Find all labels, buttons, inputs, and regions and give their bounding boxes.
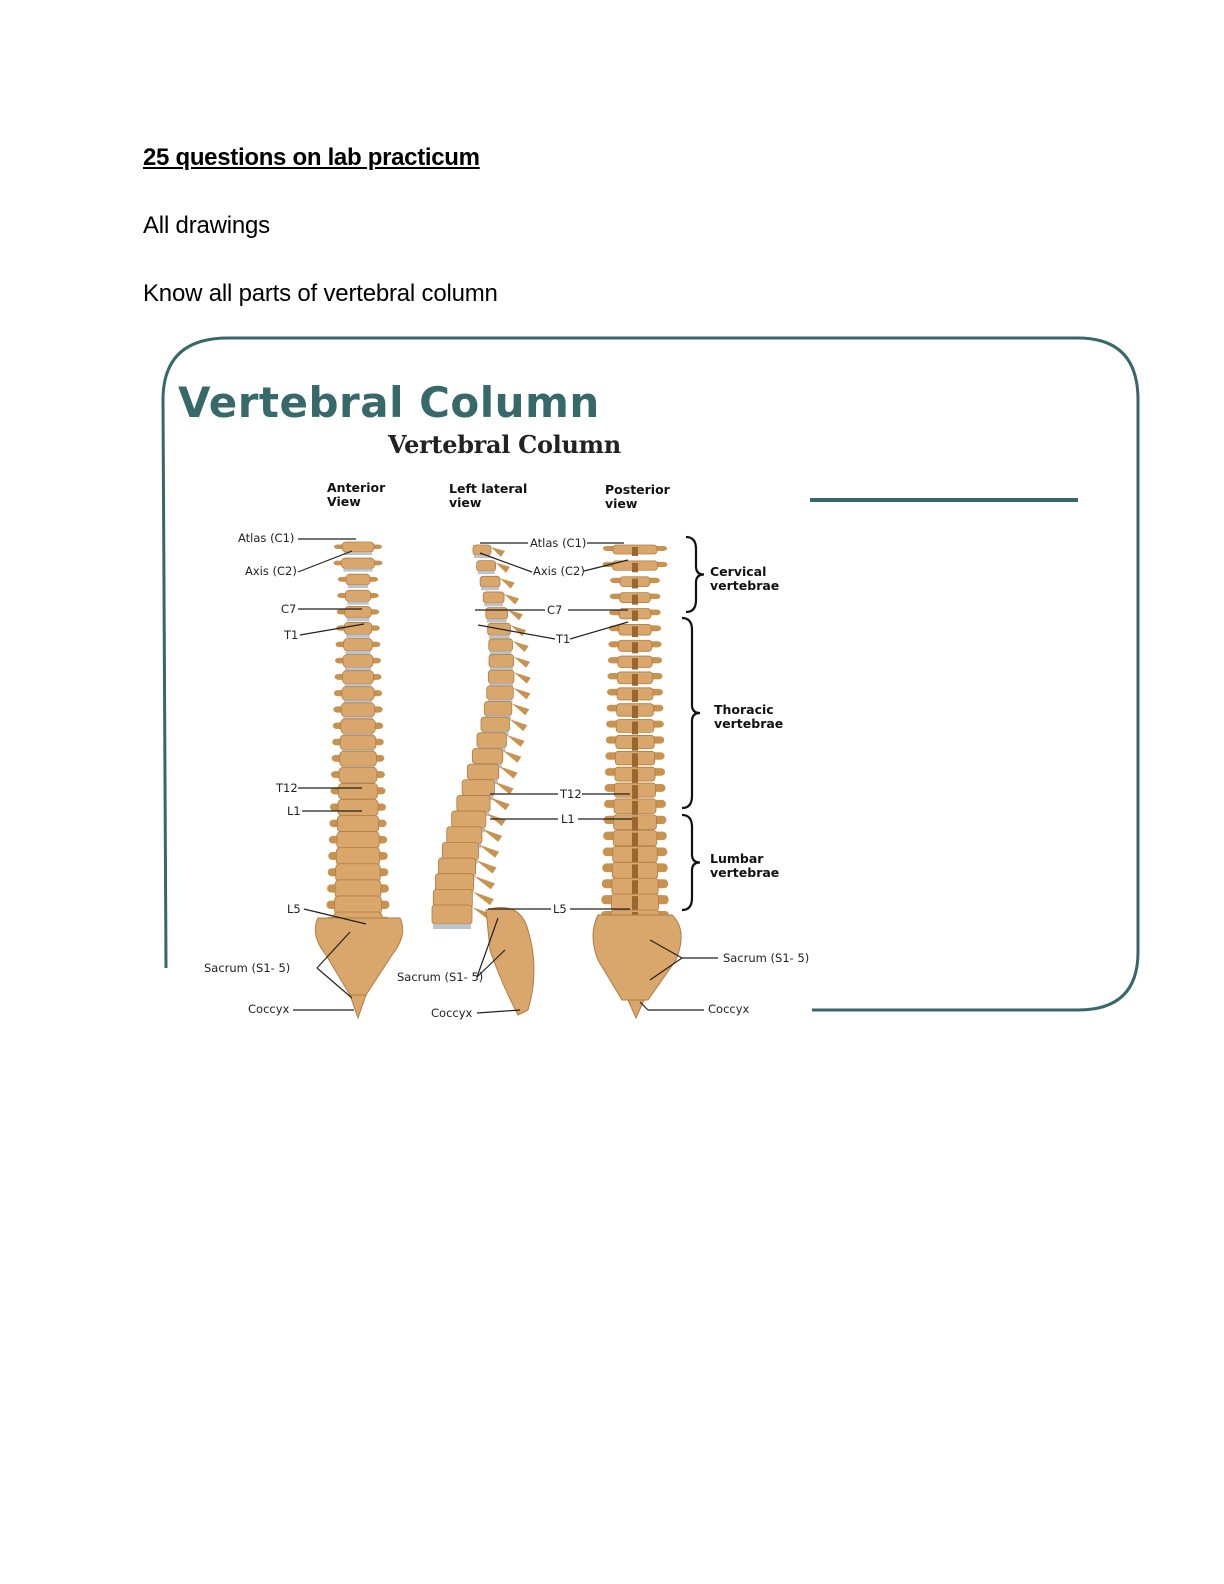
spinous-process: [490, 797, 510, 810]
brace-cervical: [686, 537, 704, 612]
spinous-process: [632, 833, 638, 848]
vertebra: [337, 815, 378, 832]
vertebra: [477, 561, 496, 571]
vertebra: [439, 858, 476, 876]
vertebra: [342, 687, 374, 701]
label-anterior-l1: L1: [287, 804, 301, 818]
disc: [478, 571, 495, 574]
vertebra: [486, 608, 508, 620]
label-lateral-t1: T1: [556, 632, 571, 646]
disc: [487, 619, 507, 622]
vertebra: [462, 780, 494, 796]
vertebra: [447, 827, 482, 844]
spinous-process: [632, 626, 638, 637]
vertebra: [343, 655, 373, 668]
spinous-process: [632, 706, 638, 718]
spinous-process: [478, 844, 499, 857]
sacrum: [593, 915, 681, 1000]
disc: [489, 635, 510, 638]
spinous-process: [513, 641, 529, 652]
spinous-process: [476, 860, 497, 873]
region-braces: [682, 537, 704, 910]
vertebra: [336, 848, 379, 865]
label-anterior-coccyx: Coccyx: [248, 1002, 290, 1016]
vertebra: [338, 799, 378, 815]
label-lateral-sacrum: Sacrum (S1- 5): [397, 970, 484, 984]
label-anterior-atlas: Atlas (C1): [238, 531, 295, 545]
label-anterior-l5: L5: [287, 902, 301, 916]
vertebra: [339, 783, 378, 799]
spinous-process: [512, 704, 529, 716]
disc: [343, 568, 372, 571]
vertebra: [457, 795, 490, 811]
vertebra: [472, 748, 502, 763]
disc: [484, 603, 503, 606]
region-label-cervical: Cervical vertebrae: [710, 564, 780, 593]
figure-title: Vertebral Column: [388, 430, 621, 459]
spinous-process: [632, 817, 638, 832]
view-label-lateral: Left lateral view: [449, 481, 528, 510]
vertebra: [484, 702, 512, 716]
vertebra: [481, 717, 510, 731]
disc: [347, 618, 370, 621]
spinous-process: [632, 722, 638, 735]
spinous-process: [508, 610, 523, 621]
spinous-process: [496, 563, 510, 573]
coccyx: [350, 995, 366, 1018]
spinous-process: [482, 829, 502, 842]
spinous-process: [632, 737, 638, 750]
region-label-thoracic: Thoracic vertebrae: [714, 702, 784, 731]
spinous-process: [632, 563, 638, 572]
document-heading: 25 questions on lab practicum: [143, 144, 480, 171]
vertebra: [336, 864, 381, 882]
vertebra: [339, 767, 377, 782]
disc: [347, 601, 368, 604]
disc: [433, 924, 471, 929]
spinous-process: [632, 610, 638, 620]
spinous-process: [503, 750, 522, 762]
label-anterior-t12: T12: [276, 781, 298, 795]
label-anterior-c7: C7: [281, 602, 297, 616]
label-lateral-l5: L5: [553, 902, 567, 916]
spinous-process: [632, 690, 638, 702]
spinous-process: [632, 849, 638, 865]
lateral-spine-drawing: [432, 545, 534, 1015]
coccyx: [628, 1000, 644, 1018]
spinous-process: [632, 547, 638, 556]
label-lateral-axis: Axis (C2): [533, 564, 585, 578]
disc: [348, 585, 368, 588]
spinous-process: [491, 547, 505, 557]
vertebra: [477, 733, 506, 748]
spinous-process: [510, 719, 528, 731]
vertebra: [341, 719, 375, 733]
vertebra: [342, 542, 374, 552]
view-label-anterior: Anterior View: [327, 480, 386, 509]
spinous-process: [494, 782, 513, 795]
label-lateral-coccyx: Coccyx: [431, 1006, 473, 1020]
vertebra: [344, 622, 372, 634]
label-anterior-sacrum: Sacrum (S1- 5): [204, 961, 291, 975]
disc: [346, 634, 370, 637]
spinous-process: [632, 579, 638, 589]
label-posterior-sacrum: Sacrum (S1- 5): [723, 951, 810, 965]
vertebra: [345, 590, 370, 601]
vertebra: [480, 576, 500, 587]
disc: [481, 587, 499, 590]
label-lateral-t12: T12: [560, 787, 582, 801]
label-anterior-t1: T1: [284, 628, 299, 642]
spinous-process: [632, 801, 638, 816]
vertebra: [342, 671, 373, 684]
posterior-spine-drawing: [593, 545, 681, 1018]
spinous-process: [506, 735, 524, 747]
label-anterior-axis: Axis (C2): [245, 564, 297, 578]
vertebra: [335, 880, 381, 898]
spinous-process: [474, 876, 495, 890]
vertebra: [432, 905, 472, 924]
brace-lumbar: [682, 815, 700, 910]
spinous-process: [632, 595, 638, 605]
sacrum: [315, 918, 402, 995]
brace-thoracic: [682, 618, 700, 808]
spinous-process: [632, 658, 638, 669]
spinous-process: [514, 672, 531, 683]
spinous-process: [504, 594, 519, 605]
anterior-spine-drawing: [315, 542, 402, 1018]
vertebra: [337, 832, 379, 849]
vertebra: [346, 574, 370, 585]
region-label-lumbar: Lumbar vertebrae: [710, 851, 780, 880]
spinous-process: [514, 657, 530, 668]
vertebra: [489, 639, 513, 651]
vertebra: [340, 735, 376, 750]
spinous-process: [472, 891, 494, 905]
label-posterior-coccyx: Coccyx: [708, 1002, 750, 1016]
slide-title: Vertebral Column: [178, 378, 600, 427]
spinous-process: [632, 642, 638, 653]
disc: [346, 651, 371, 655]
spinous-process: [510, 625, 526, 636]
paragraph-all-drawings: All drawings: [143, 212, 270, 239]
label-lateral-l1: L1: [561, 812, 575, 826]
vertebra: [452, 811, 486, 828]
vertebra: [344, 639, 373, 651]
vertebra: [340, 751, 377, 766]
leader-line: [477, 1010, 520, 1013]
vertebra: [488, 670, 514, 683]
vertebra: [489, 655, 514, 668]
spinous-process: [632, 785, 638, 799]
vertebra: [345, 606, 372, 618]
vertebra: [467, 764, 498, 779]
spinous-process: [632, 769, 638, 783]
vertebra: [341, 703, 374, 717]
vertebra: [487, 686, 514, 700]
view-label-posterior: Posterior view: [605, 482, 670, 511]
spinous-process: [499, 766, 518, 778]
spinous-process: [500, 578, 515, 588]
spinous-process: [632, 753, 638, 767]
label-lateral-c7: C7: [547, 603, 563, 617]
vertebra: [483, 592, 504, 603]
spinous-process: [632, 674, 638, 686]
paragraph-vertebral-column: Know all parts of vertebral column: [143, 280, 498, 307]
vertebra: [341, 558, 374, 568]
vertebra: [442, 842, 478, 859]
spinous-process: [513, 688, 530, 700]
label-lateral-atlas: Atlas (C1): [530, 536, 587, 550]
